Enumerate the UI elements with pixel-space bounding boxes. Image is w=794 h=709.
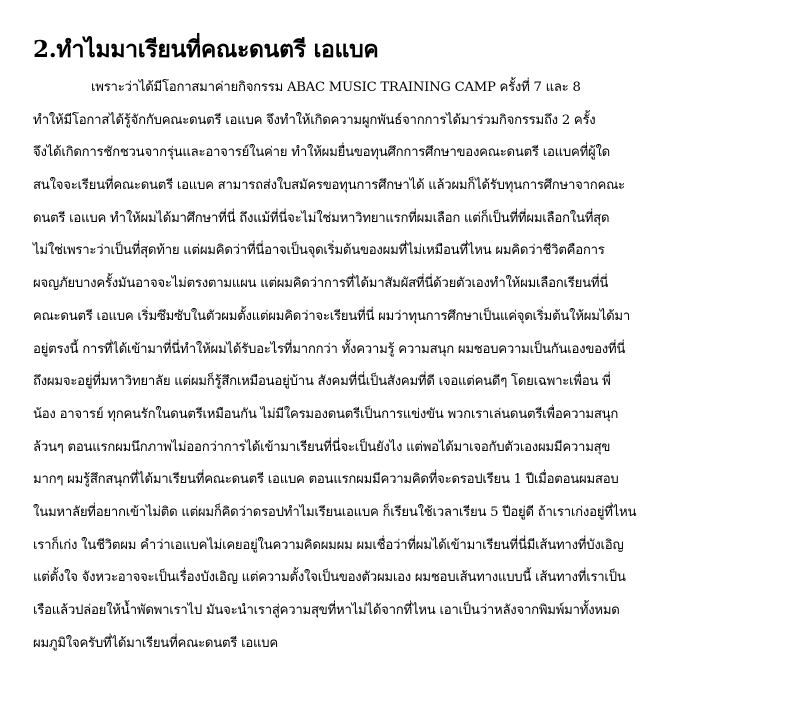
body-paragraph — [33, 72, 773, 660]
paragraph-line: ในมหาลัยที่อยากเข้าไม่ติด แต่ผมก็คิดว่าดรอปทำไมเรียนเอแบค ก็เรียนใช้เวลาเรียน 5 ปีอยู่ดี ถ้าเราเก่งอยู่ที่ไหน — [33, 504, 637, 520]
paragraph-line: อยู่ตรงนี้ การที่ได้เข้ามาที่นี่ทำให้ผมได้รับอะไรที่มากกว่า ทั้งความรู้ ความสนุก ผมชอบความเป็นกันเองของที่นี่ — [33, 341, 626, 357]
paragraph-line: ไม่ใช่เพราะว่าเป็นที่สุดท้าย แต่ผมคิดว่าที่นี่อาจเป็นจุดเริ่มต้นของผมที่ไม่เหมือนที่ไหน ผมคิดว่าชีวิตคือการ — [33, 243, 605, 259]
paragraph-line: ผจญภัยบางครั้งมันอาจจะไม่ตรงตามแผน แต่ผมคิดว่าการที่ได้มาสัมผัสที่นี่ด้วยตัวเองทำให้ผมเลือกเรียนที่นี่ — [33, 276, 609, 292]
paragraph-line: สนใจจะเรียนที่คณะดนตรี เอแบค สามารถส่งใบสมัครขอทุนการศึกษาได้ แล้วผมก็ได้รับทุนการศึกษาจากคณะ — [33, 178, 625, 194]
paragraph-line: ดนตรี เอแบค ทำให้ผมได้มาศึกษาที่นี่ ถึงแม้ที่นี่จะไม่ใช่มหาวิทยาแรกที่ผมเลือก แต่ก็เป็นที่ที่ผมเลือกในที่สุด — [33, 210, 610, 226]
paragraph-line: ทำให้มีโอกาสได้รู้จักกับคณะดนตรี เอแบค จึงทำให้เกิดความผูกพันธ์จากการได้มาร่วมกิจกรรมถึง 2 ครั้ง — [33, 112, 596, 128]
paragraph-line: มากๆ ผมรู้สึกสนุกที่ได้มาเรียนที่คณะดนตรี เอแบค ตอนแรกผมมีความคิดที่จะดรอปเรียน 1 ปีเมื่อตอนผมสอบ — [33, 472, 619, 488]
paragraph-line: เราก็เก่ง ในชีวิตผม คำว่าเอแบคไม่เคยอยู่ในความคิดผมผม ผมเชื่อว่าที่ผมได้เข้ามาเรียนที่นี่มีเส้นทางที่บังเอิญ — [33, 537, 624, 553]
paragraph-line: ล้วนๆ ตอนแรกผมนึกภาพไม่ออกว่าการได้เข้ามาเรียนที่นี่จะเป็นยังไง แต่พอได้มาเจอกับตัวเองผมมีความสุข — [33, 439, 611, 455]
paragraph-line: จึงได้เกิดการชักชวนจากรุ่นและอาจารย์ในค่าย ทำให้ผมยื่นขอทุนศึกการศึกษาของคณะดนตรี เอแบคที่ผู้ใด — [33, 145, 610, 161]
paragraph-line: แต่ตั้งใจ จังหวะอาจจะเป็นเรื่องบังเอิญ แต่ความตั้งใจเป็นของตัวผมเอง ผมชอบเส้นทางแบบนี้ เส้นทางที่เราเป็น — [33, 570, 626, 586]
paragraph-line: คณะดนตรี เอแบค เริ่มซึมซับในตัวผมตั้งแต่ผมคิดว่าจะเรียนที่นี่ ผมว่าทุนการศึกษาเป็นแค่จุดเริ่มต้นให้ผมได้มา — [33, 308, 631, 324]
paragraph-line: ผมภูมิใจครับที่ได้มาเรียนที่คณะดนตรี เอแบค — [33, 635, 278, 651]
paragraph-line: เรือแล้วปล่อยให้น้ำพัดพาเราไป มันจะนำเราสู่ความสุขที่หาไม่ได้จากที่ไหน เอาเป็นว่าหลังจากพิมพ์มาทั้งหมด — [33, 603, 620, 618]
paragraph-line: ถึงผมจะอยู่ที่มหาวิทยาลัย แต่ผมก็รู้สึกเหมือนอยู่บ้าน สังคมที่นี่เป็นสังคมที่ดี เจอแต่คนดีๆ โดยเฉพาะเพื่อน พี่ — [33, 374, 611, 390]
paragraph-line: เพราะว่าได้มีโอกาสมาค่ายกิจกรรม ABAC MUSIC TRAINING CAMP ครั้งที่ 7 และ 8 — [91, 80, 581, 95]
paragraph-line: น้อง อาจารย์ ทุกคนรักในดนตรีเหมือนกัน ไม่มีใครมองดนตรีเป็นการแข่งขัน พวกเราเล่นดนตรีเพื่อความสนุก — [33, 406, 619, 422]
section-heading: 2.ทำไมมาเรียนที่คณะดนตรี เอแบค — [33, 36, 379, 63]
